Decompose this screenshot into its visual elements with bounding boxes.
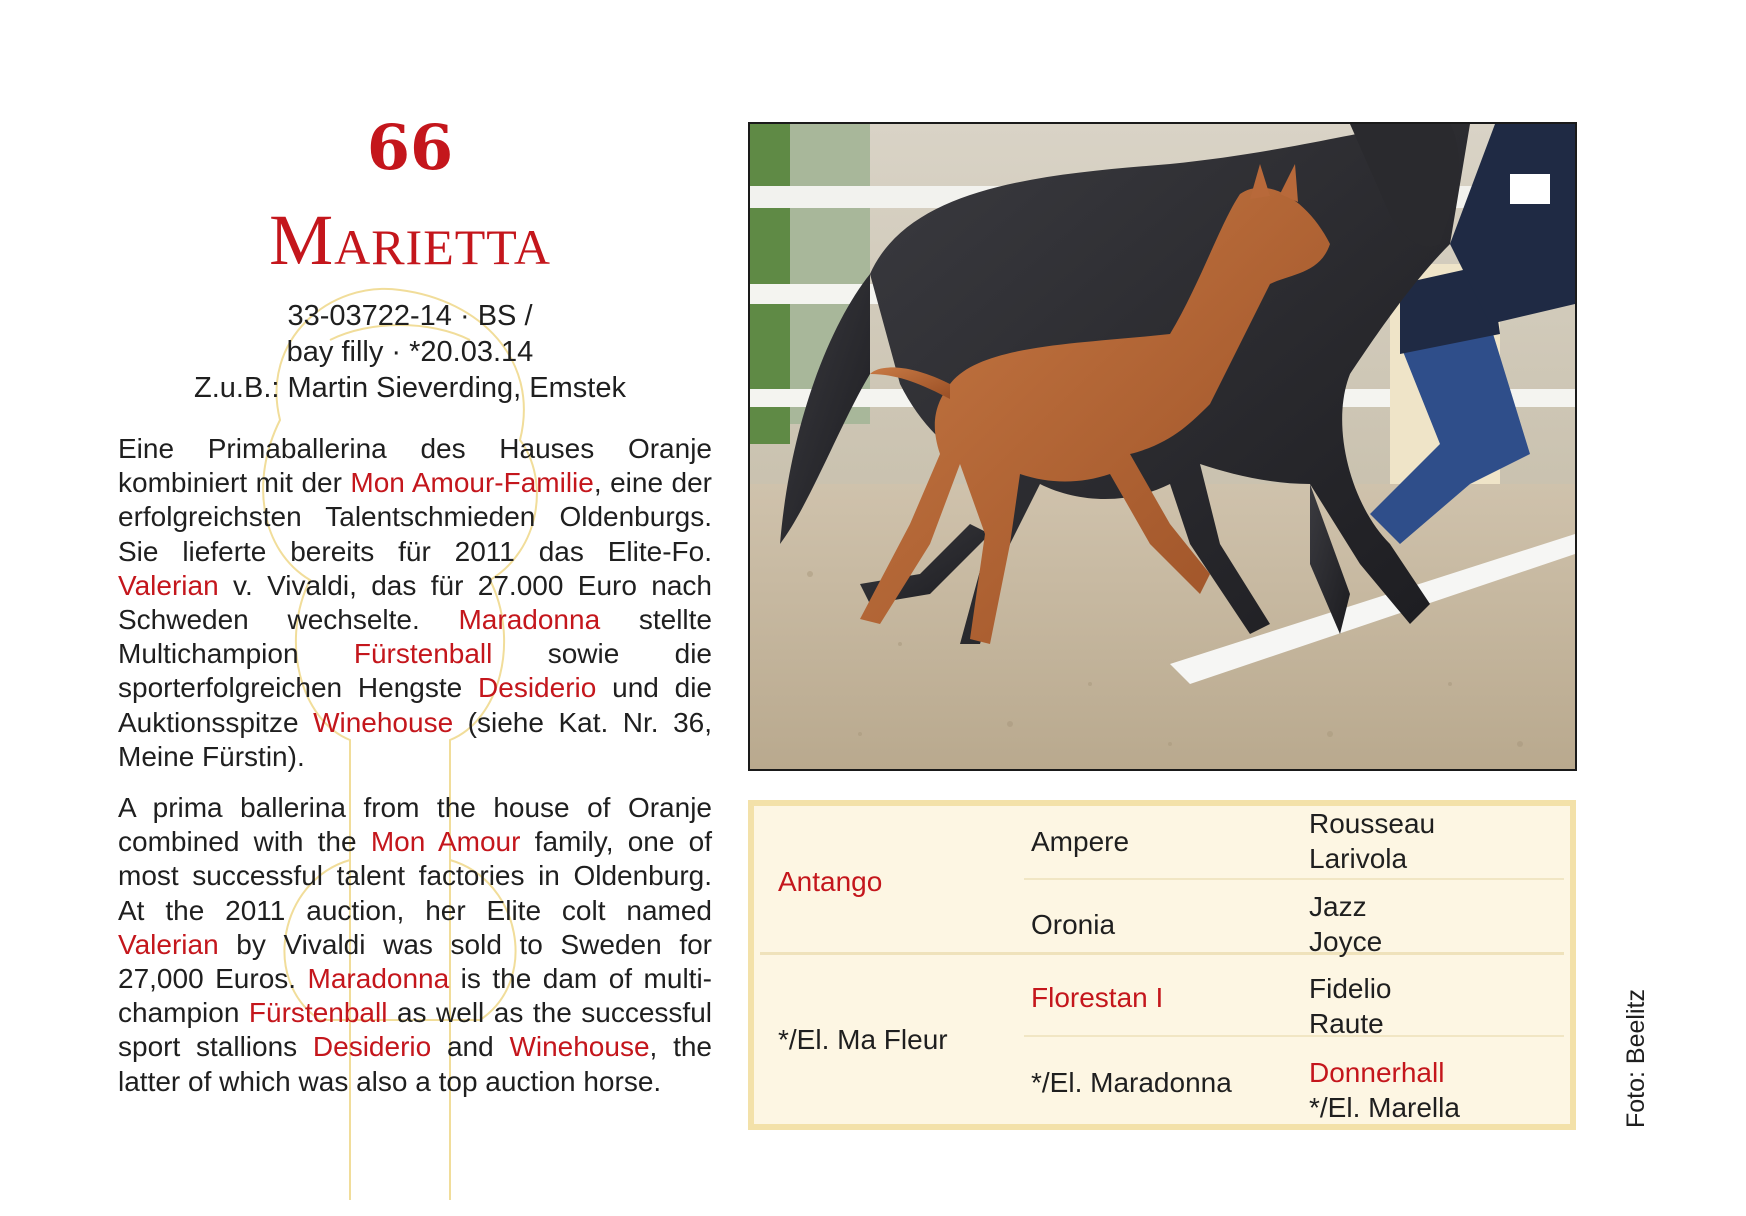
pedigree-sire-sire: Ampere [1031,826,1130,857]
pedigree-table [748,800,1576,1130]
pedigree-sire-dam: Oronia [1031,909,1116,940]
horse-id-block [110,298,710,406]
pedigree-g3-7: Donnerhall [1309,1057,1445,1088]
pedigree-divider [1024,878,1564,880]
horse-photo [748,122,1577,771]
pedigree-g3-5: Fidelio [1309,973,1392,1004]
sex-birthdate-line: bay filly · *20.03.14 [286,336,534,368]
pedigree-divider [760,952,1564,955]
breeder-line: Z.u.B.: Martin Sieverding, Emstek [194,372,626,404]
lot-number: 66 [366,111,454,184]
pedigree-g3-6: Raute [1309,1008,1384,1039]
description-english: A prima ballerina from the house of Oranje combined with the Mon Amour family, one of most successful talent factories in Oldenburg. At the 2011 auction, her Elite colt named Valerian by Vivaldi was sold to Sweden for 27,000 Euros. Maradonna is the dam of multi-champion Fürstenball as well as the successful sport stallions Desiderio and Winehouse, the latter of which was also a top auction horse. [118,792,713,1097]
pedigree-divider [1024,1035,1564,1037]
pedigree-g3-4: Joyce [1309,926,1383,957]
pedigree-g3-2: Larivola [1309,843,1408,874]
pedigree-dam-sire: Florestan I [1031,982,1164,1013]
pedigree-dam: */El. Ma Fleur [778,1024,948,1055]
pedigree-sire: Antango [778,866,883,897]
horse-name: Marietta [269,200,551,280]
description-german: Eine Primaballerina des Hauses Oranje kombiniert mit der Mon Amour-Familie, eine der erfolgreichsten Talentschmieden Oldenburgs. Sie lieferte bereits für 2011 das Elite-Fo. Valerian v. Vivaldi, das für 27.000 Euro nach Schweden wechselte. Maradonna stellte Multichampion Fürstenball sowie die sporterfolgreichen Hengste Desiderio und die Auktionsspitze Winehouse (siehe Kat. Nr. 36, Meine Fürstin). [118,433,712,772]
pedigree-g3-3: Jazz [1309,891,1367,922]
pedigree-dam-dam: */El. Maradonna [1031,1067,1232,1098]
registration-line: 33-03722-14 · BS / [287,300,533,332]
pedigree-g3-1: Rousseau [1309,808,1436,839]
pedigree-g3-8: */El. Marella [1309,1092,1460,1123]
